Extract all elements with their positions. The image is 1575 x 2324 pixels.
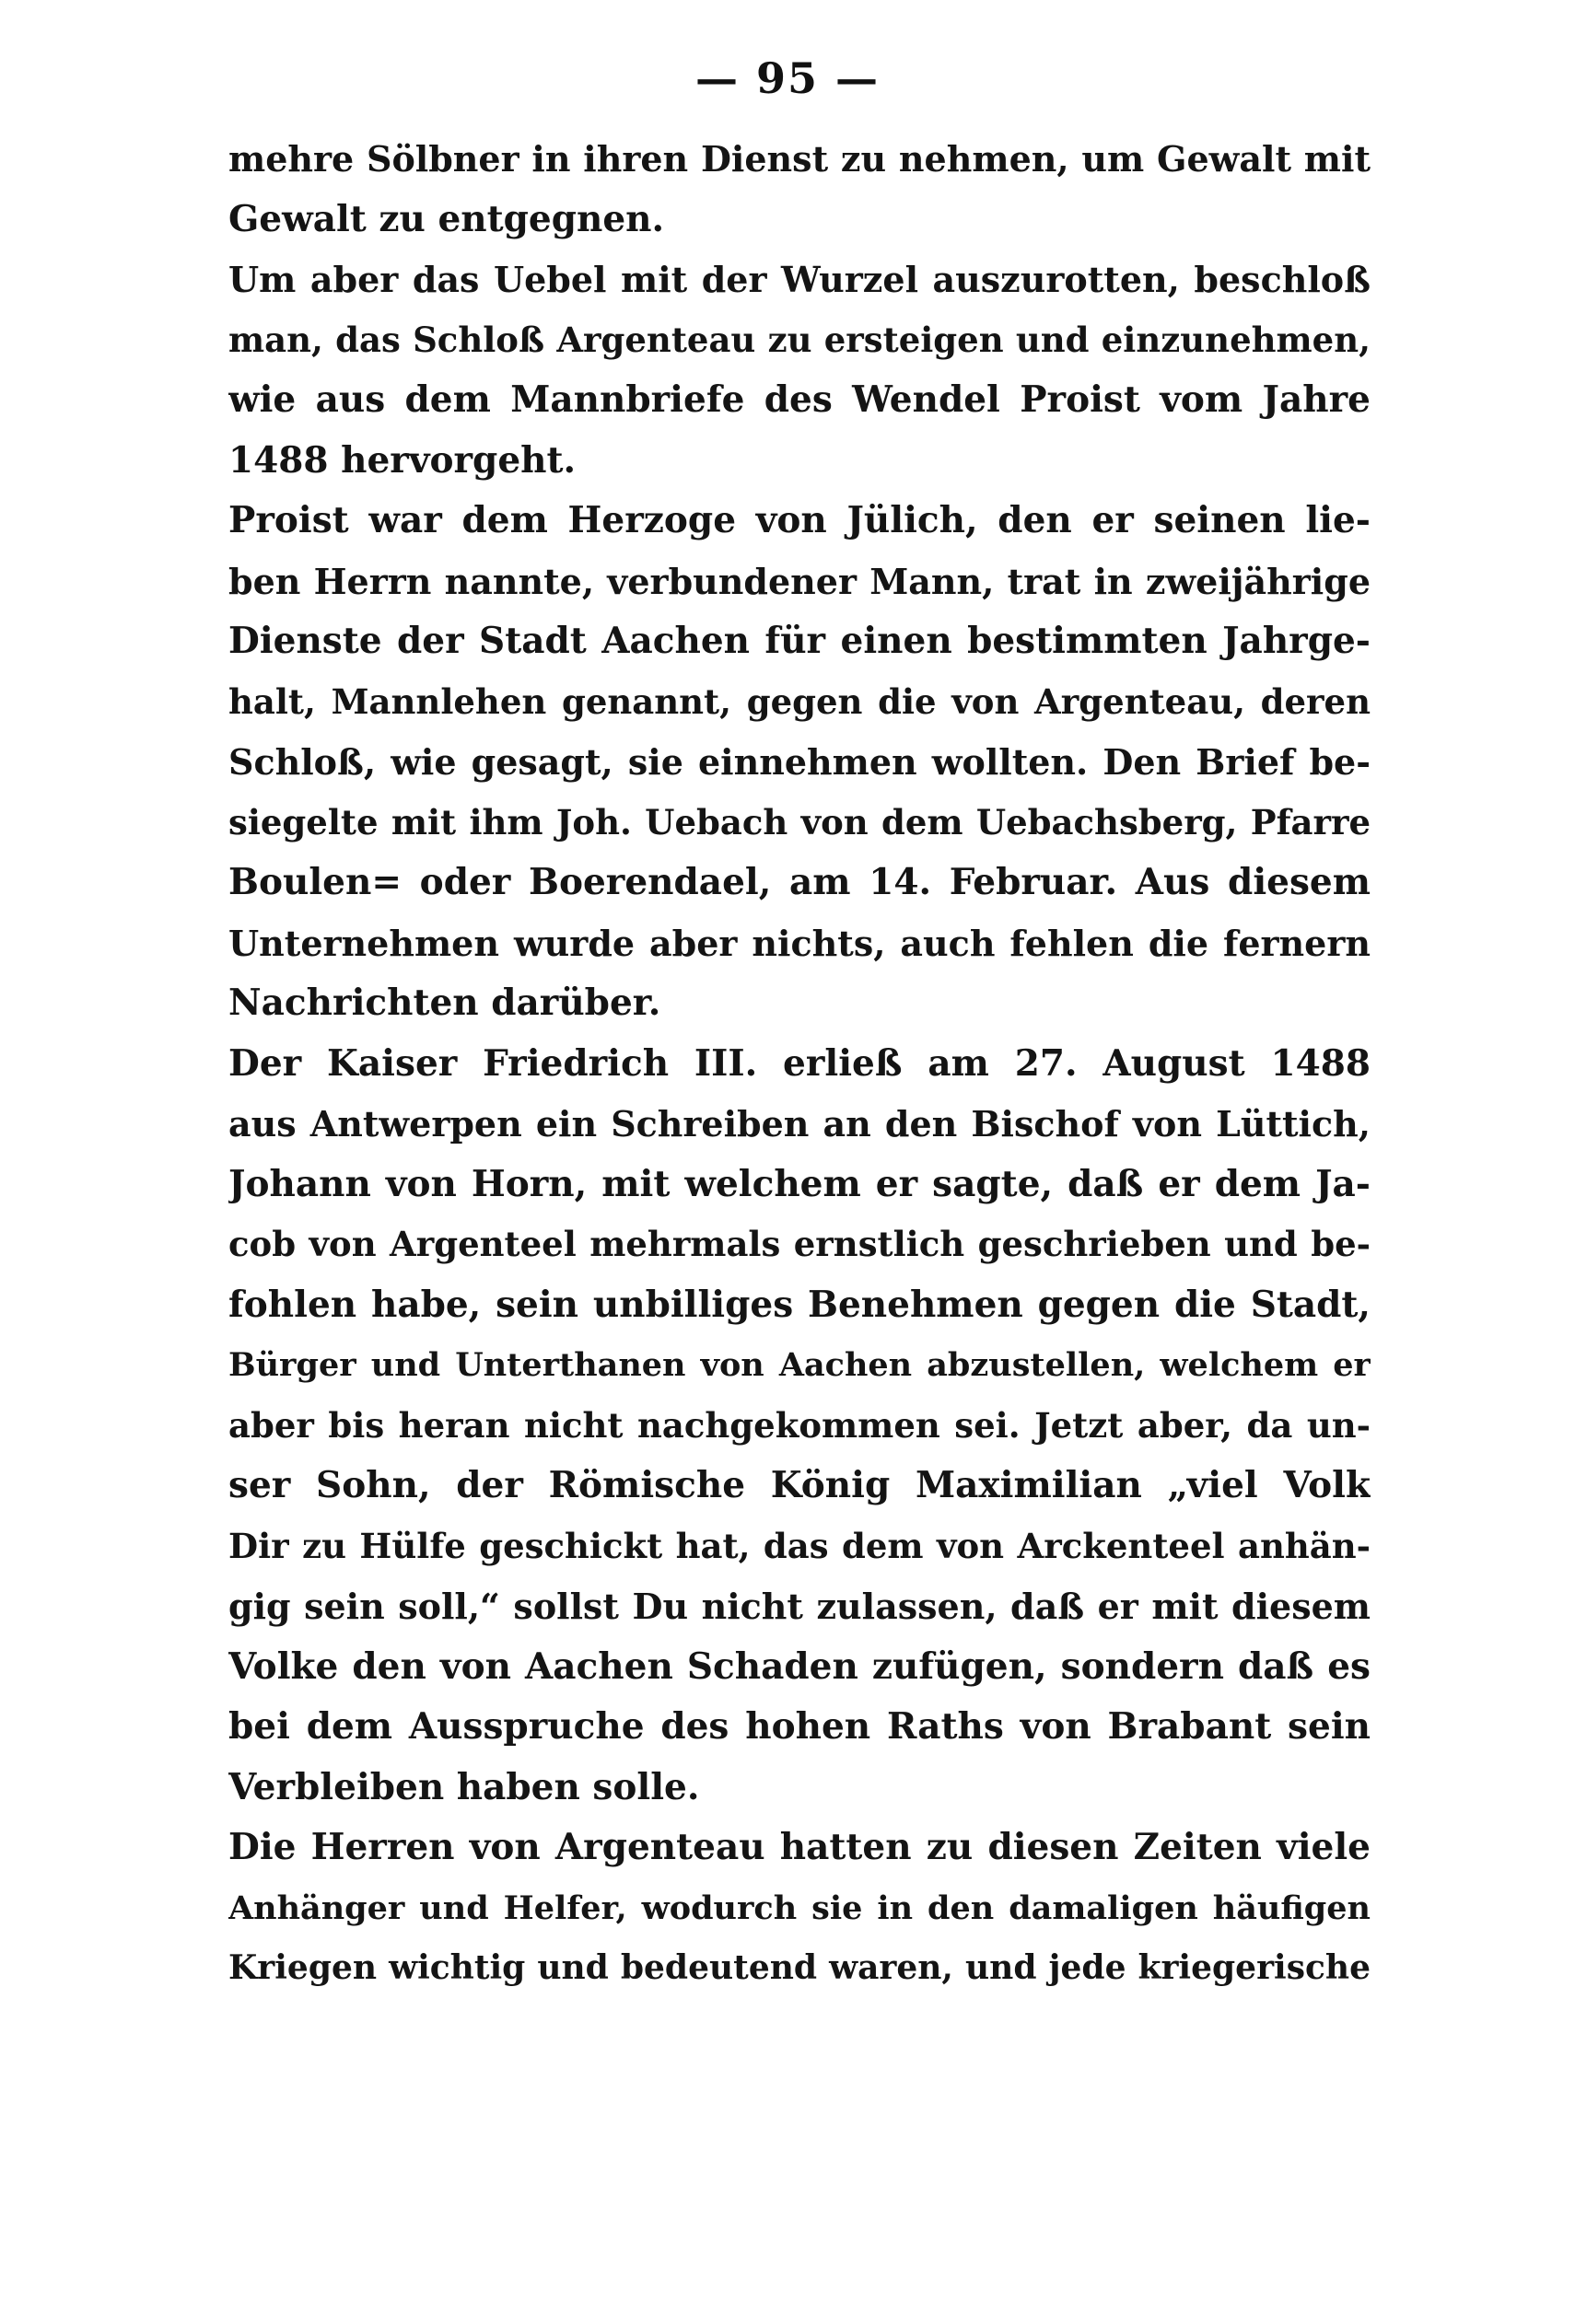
paragraph <box>228 491 1371 1034</box>
text-line: Volke den von Aachen Schaden zufügen, sondern daß es <box>228 1644 1371 1688</box>
text-line: Dir zu Hülfe geschickt hat, das dem von Arckenteel anhän- <box>228 1525 1371 1566</box>
page-number: — 95 — <box>694 53 881 103</box>
text-line: Die Herren von Argenteau hatten zu diesen Zeiten viele <box>228 1826 1371 1868</box>
text-line: bei dem Ausspruche des hohen Raths von Brabant sein <box>228 1705 1371 1748</box>
text-line: Johann von Horn, mit welchem er sagte, daß er dem Ja- <box>228 1162 1371 1205</box>
text-line: man, das Schloß Argenteau zu ersteigen und einzunehmen, <box>228 319 1371 360</box>
text-line: Nachrichten darüber. <box>228 982 661 1024</box>
text-line: Verbleiben haben solle. <box>228 1765 700 1808</box>
text-line: Schloß, wie gesagt, sie einnehmen wollten. Den Brief be- <box>228 741 1371 783</box>
paragraph <box>228 1818 1371 1999</box>
body-text <box>228 129 1371 1999</box>
paragraph <box>228 129 1371 250</box>
text-line: Gewalt zu entgegnen. <box>228 197 665 240</box>
text-line: siegelte mit ihm Joh. Uebach von dem Uebachsberg, Pfarre <box>228 801 1371 842</box>
text-line: mehre Sölbner in ihren Dienst zu nehmen, um Gewalt mit <box>228 138 1371 180</box>
paragraph <box>228 250 1371 491</box>
text-line: fohlen habe, sein unbilliges Benehmen gegen die Stadt, <box>228 1283 1371 1326</box>
text-line: aber bis heran nicht nachgekommen sei. Jetzt aber, da un- <box>228 1404 1371 1446</box>
text-line: 1488 hervorgeht. <box>228 438 577 482</box>
text-line: Um aber das Uebel mit der Wurzel auszurotten, beschloß <box>228 259 1371 300</box>
text-line: halt, Mannlehen genannt, gegen die von Argenteau, deren <box>228 680 1371 722</box>
text-line: ben Herrn nannte, verbundener Mann, trat in zweijährige <box>228 560 1371 602</box>
text-line: gig sein soll,“ sollst Du nicht zulassen, daß er mit diesem <box>228 1586 1371 1627</box>
text-line: ser Sohn, der Römische König Maximilian „viel Volk <box>228 1464 1371 1506</box>
text-line: Kriegen wichtig und bedeutend waren, und jede kriegerische <box>228 1948 1371 1987</box>
text-line: Dienste der Stadt Aachen für einen bestimmten Jahrge- <box>228 620 1371 662</box>
text-line: Boulen= oder Boerendael, am 14. Februar. Aus diesem <box>228 861 1371 903</box>
text-line: cob von Argenteel mehrmals ernstlich geschrieben und be- <box>228 1224 1371 1264</box>
paragraph <box>228 1034 1371 1819</box>
text-line: Unternehmen wurde aber nichts, auch fehlen die fernern <box>228 922 1371 964</box>
text-line: Der Kaiser Friedrich III. erließ am 27. August 1488 <box>228 1041 1371 1085</box>
text-line: wie aus dem Mannbriefe des Wendel Proist vom Jahre <box>228 378 1371 421</box>
text-line: aus Antwerpen ein Schreiben an den Bischof von Lüttich, <box>228 1103 1371 1145</box>
text-line: Bürger und Unterthanen von Aachen abzustellen, welchem er <box>228 1346 1371 1384</box>
text-line: Proist war dem Herzoge von Jülich, den er seinen lie- <box>228 499 1371 541</box>
text-line: Anhänger und Helfer, wodurch sie in den damaligen häufigen <box>228 1888 1371 1927</box>
